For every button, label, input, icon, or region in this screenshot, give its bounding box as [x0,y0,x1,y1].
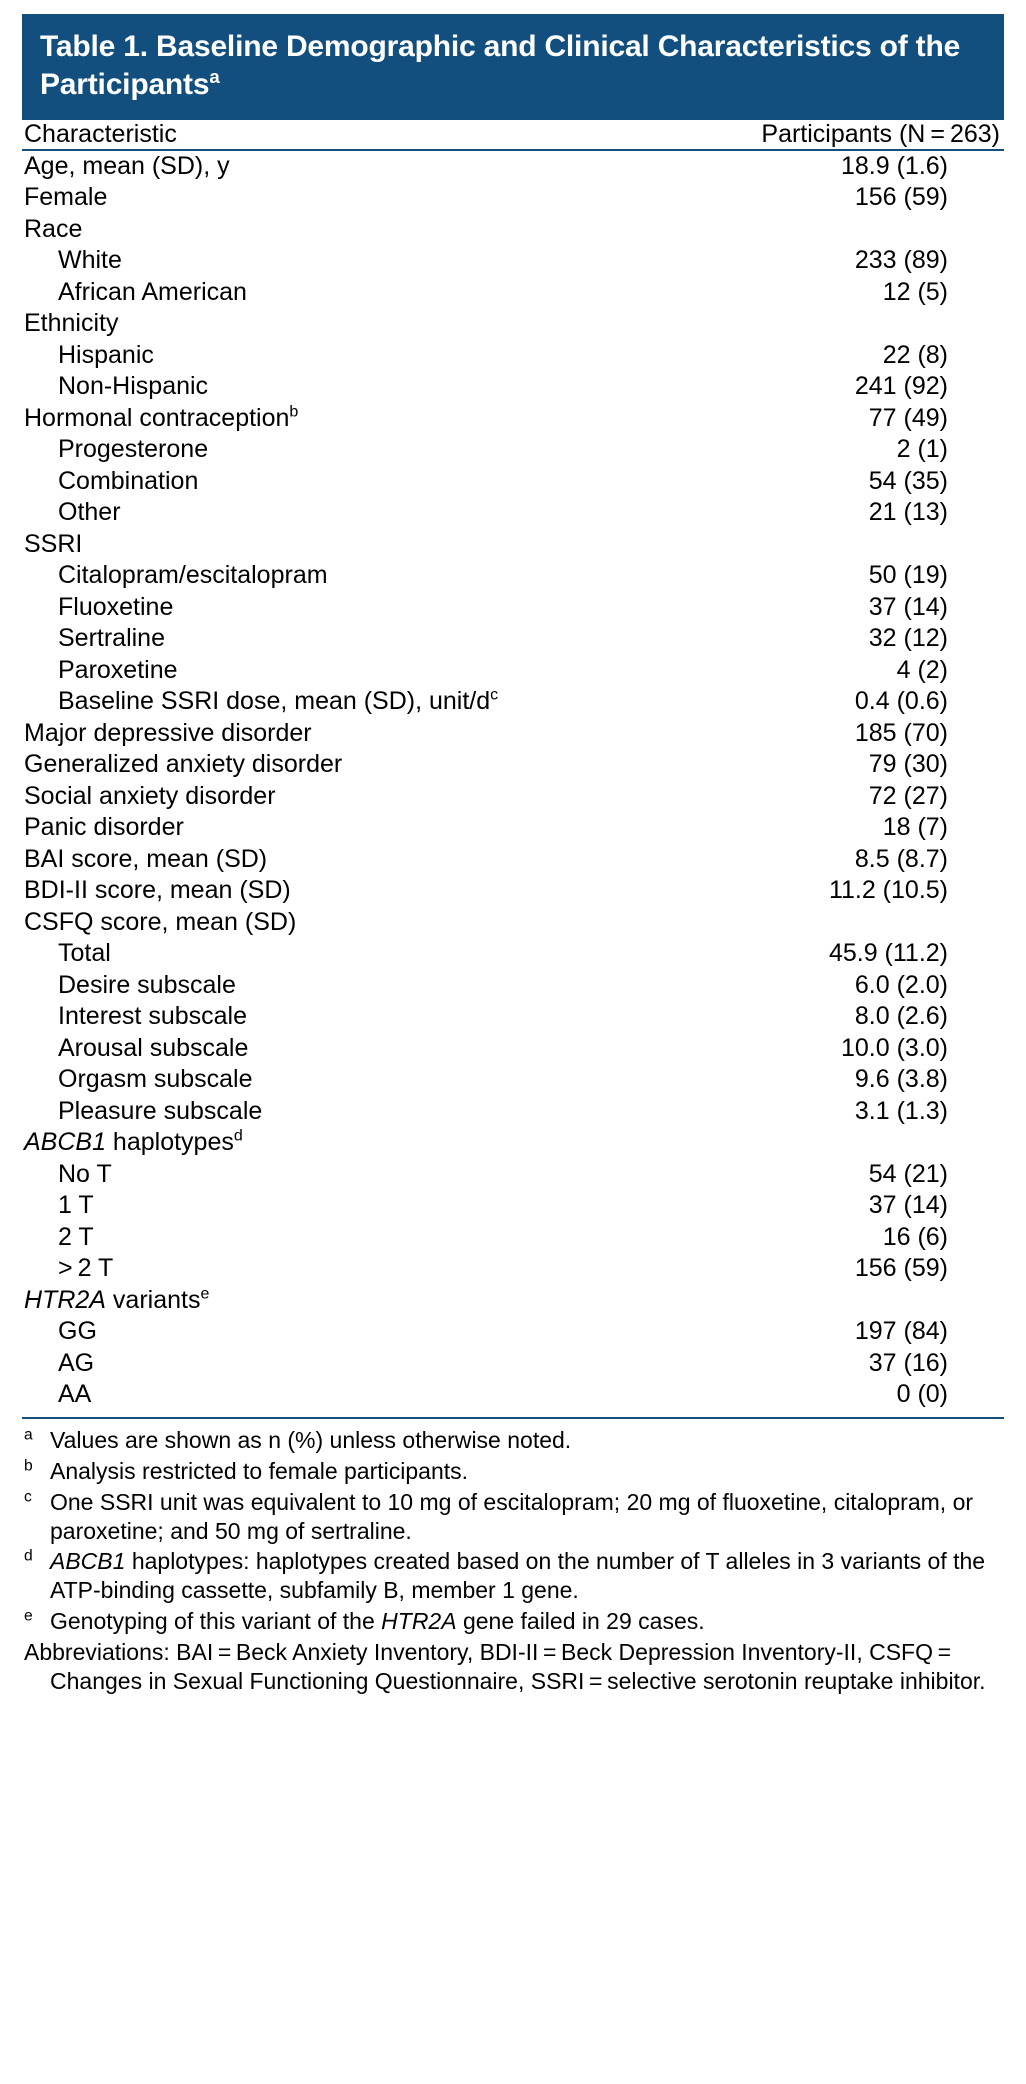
row-value: 50 (19) [868,561,948,590]
row-label: Panic disorder [24,813,184,842]
table-title-text: Table 1. Baseline Demographic and Clinical Characteristics of the Participants [40,30,961,101]
footnote: $^b$ Analysis restricted to female participants. [24,1456,469,1484]
row-label: Total [58,939,111,968]
row-value: 37 (14) [868,1191,948,1220]
table-row [22,1096,1004,1128]
row-value [673,907,1004,939]
row-label: 1 T [58,1191,94,1220]
row-label: Ethnicity [24,309,119,338]
footnote: $^c$ One SSRI unit was equivalent to 10 mg of escitalopram; 20 mg of fluoxetine, citalopram, or paroxetine; and 50 mg of sertraline. [24,1487,974,1544]
abbreviations: Abbreviations: BAI = Beck Anxiety Inventory, BDI-II = Beck Depression Inventory-II, CSFQ = Changes in Sexual Functioning Questionnaire, SSRI = selective serotonin reuptake inhibitor. [24,1639,986,1695]
row-label-italic: HTR2A [24,1285,106,1314]
row-label: Interest subscale [58,1002,247,1031]
table-row [22,655,1004,687]
row-footnote-marker: d [233,1127,243,1145]
table-row [22,466,1004,498]
row-label-italic: ABCB1 [24,1128,106,1157]
column-header-participants: Participants (N = 263) [673,120,1004,150]
row-label: Generalized anxiety disorder [24,750,343,779]
row-value: 0.4 (0.6) [854,687,948,716]
row-value: 233 (89) [854,246,948,275]
table-title [22,14,1004,120]
row-label: 2 T [58,1222,94,1251]
table-row [22,1222,1004,1254]
row-value [673,308,1004,340]
row-value: 9.6 (3.8) [854,1065,948,1094]
table-title-footnote-marker: a [209,65,220,87]
table-row [22,182,1004,214]
row-value: 37 (14) [868,592,948,621]
row-label: Social anxiety disorder [24,781,276,810]
row-value: 3.1 (1.3) [854,1096,948,1125]
row-label: Progesterone [58,435,209,464]
row-label: Race [24,214,83,243]
row-label: Age, mean (SD), y [24,151,230,180]
row-label: Orgasm subscale [58,1065,253,1094]
table-row [22,844,1004,876]
row-value: 37 (16) [868,1348,948,1377]
row-value: 18 (7) [882,813,948,842]
table-row [22,907,1004,939]
table-header-row [22,120,1004,150]
row-label: BAI score, mean (SD) [24,844,268,873]
row-value: 156 (59) [854,183,948,212]
row-label: HTR2A variants$^e$ [24,1285,210,1314]
footnote-marker: b [24,1456,33,1474]
table-footnotes [22,1419,1004,1705]
row-value: 8.5 (8.7) [854,844,948,873]
footnote-italic: ABCB1 [50,1548,126,1575]
row-value: 21 (13) [868,498,948,527]
row-value: 11.2 (10.5) [828,876,948,905]
row-value: 10.0 (3.0) [840,1033,948,1062]
table-row [22,150,1004,183]
table-row [22,340,1004,372]
table-row [22,529,1004,561]
row-value: 2 (1) [896,435,948,464]
table-row [22,434,1004,466]
table-row [22,1316,1004,1348]
table-row [22,371,1004,403]
table-row [22,623,1004,655]
row-label: Paroxetine [58,655,178,684]
row-label: CSFQ score, mean (SD) [24,907,297,936]
row-label: Sertraline [58,624,165,653]
row-label: Hispanic [58,340,154,369]
row-value: 54 (21) [868,1159,948,1188]
row-label: Hormonal contraception$^b$ [24,403,299,432]
table-row [22,1253,1004,1285]
table-body [22,150,1004,1411]
table-row [22,812,1004,844]
row-label: GG [58,1317,97,1346]
row-value [673,529,1004,561]
row-value: 22 (8) [882,340,948,369]
table-row [22,970,1004,1002]
table-row [22,1001,1004,1033]
table-row [22,497,1004,529]
table-row [22,1033,1004,1065]
table-row [22,1064,1004,1096]
row-label: Pleasure subscale [58,1096,263,1125]
row-footnote-marker: c [490,686,499,704]
table-row [22,781,1004,813]
baseline-characteristics-table [22,120,1004,1411]
row-label: Arousal subscale [58,1033,249,1062]
row-footnote-marker: b [289,403,299,421]
footnote-italic: HTR2A [381,1608,457,1635]
footnote-marker: e [24,1607,33,1625]
table-row [22,308,1004,340]
row-label: African American [58,277,247,306]
column-header-characteristic: Characteristic [22,120,673,150]
table-row [22,938,1004,970]
table-row [22,560,1004,592]
row-value: 77 (49) [868,403,948,432]
row-value: 6.0 (2.0) [854,970,948,999]
row-value: 156 (59) [854,1254,948,1283]
row-label: BDI-II score, mean (SD) [24,876,291,905]
row-label: Major depressive disorder [24,718,312,747]
row-value: 72 (27) [868,781,948,810]
table-row [22,1348,1004,1380]
footnote: $^a$ Values are shown as n (%) unless otherwise noted. [24,1425,572,1453]
row-label: ABCB1 haplotypes$^d$ [24,1127,243,1157]
table-container [0,14,1026,1722]
row-value: 32 (12) [868,624,948,653]
table-row [22,245,1004,277]
table-row [22,1285,1004,1317]
row-label: No T [58,1159,112,1188]
table-row [22,592,1004,624]
row-value: 79 (30) [868,750,948,779]
row-value: 12 (5) [882,277,948,306]
table-row [22,403,1004,435]
row-value: 18.9 (1.6) [840,151,948,180]
table-row [22,277,1004,309]
footnote: $^d$ ABCB1 haplotypes: haplotypes created based on the number of T alleles in 3 variants of the ATP-binding cassette, subfamily B, member 1 gene. [24,1547,986,1604]
table-row [22,875,1004,907]
row-value [673,1127,1004,1159]
footnote-marker: d [24,1547,33,1565]
row-label: SSRI [24,529,83,558]
row-label: Fluoxetine [58,592,174,621]
row-value: 4 (2) [896,655,948,684]
row-value: 45.9 (11.2) [828,939,948,968]
table-row [22,1190,1004,1222]
row-label: Combination [58,466,199,495]
row-label: Citalopram/escitalopram [58,561,328,590]
footnote: $^e$ Genotyping of this variant of the HTR2A gene failed in 29 cases. [24,1607,705,1635]
table-row [22,686,1004,718]
table-row [22,1379,1004,1411]
table-row [22,214,1004,246]
footnote-marker: a [24,1425,33,1443]
row-value: 8.0 (2.6) [854,1002,948,1031]
table-row [22,1159,1004,1191]
row-label: AG [58,1348,95,1377]
row-label: Non-Hispanic [58,372,209,401]
row-value: 54 (35) [868,466,948,495]
row-value: 185 (70) [854,718,948,747]
row-value [673,214,1004,246]
row-value: 16 (6) [882,1222,948,1251]
table-row [22,718,1004,750]
row-label: Other [58,498,121,527]
row-label: > 2 T [58,1254,114,1283]
row-value: 197 (84) [854,1317,948,1346]
footnote-marker: c [24,1487,32,1505]
row-label: Desire subscale [58,970,236,999]
table-row [22,1127,1004,1159]
table-row [22,749,1004,781]
row-label: Baseline SSRI dose, mean (SD), unit/$d^c$ [58,686,499,716]
row-value [673,1285,1004,1317]
row-value: 241 (92) [854,372,948,401]
row-label: AA [58,1380,92,1409]
row-label: White [58,246,122,275]
row-footnote-marker: e [200,1285,210,1303]
row-label: Female [24,183,108,212]
row-value: 0 (0) [896,1380,948,1409]
